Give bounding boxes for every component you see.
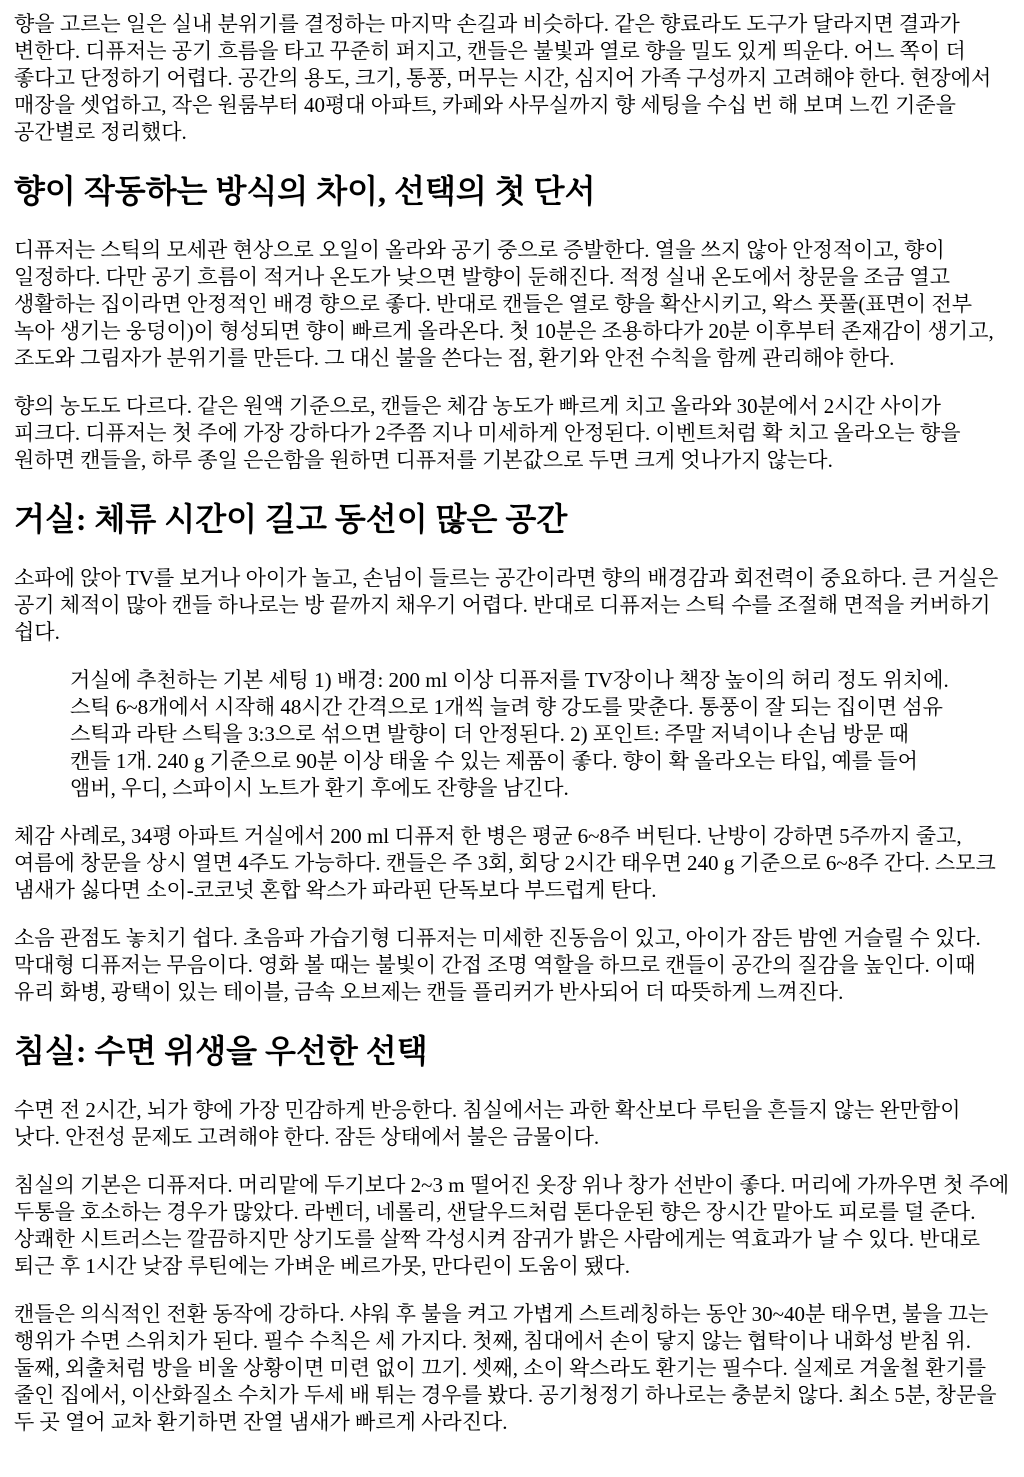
intro-paragraph: 향을 고르는 일은 실내 분위기를 결정하는 마지막 손길과 비슷하다. 같은 향료라도 도구가 달라지면 결과가 변한다. 디퓨저는 공기 흐름을 타고 꾸준히 퍼지고, 캔들은 불빛과 열로 향을 밀도 있게 띄운다. 어느 쪽이 더 좋다고 단정하기 어렵다. 공간의 용도, 크기, 통풍, 머무는 시간, 심지어 가족 구성까지 고려해야 한다. 현장에서 매장을 셋업하고, 작은 원룸부터 40평대 아파트, 카페와 사무실까지 향 세팅을 수십 번 해 보며 느낀 기준을 공간별로 정리했다. [14, 12, 992, 144]
paragraph-bedroom-diffuser: 침실의 기본은 디퓨저다. 머리맡에 두기보다 2~3 m 떨어진 옷장 위나 창가 선반이 좋다. 머리에 가까우면 첫 주에 두통을 호소하는 경우가 많았다. 라벤더, 네롤리, 샌달우드처럼 톤다운된 향은 장시간 맡아도 피로를 덜 준다. 상쾌한 시트러스는 깔끔하지만 상기도를 살짝 각성시켜 잠귀가 밝은 사람에게는 역효과가 날 수 있다. 반대로 퇴근 후 1시간 낮잠 루틴에는 가벼운 베르가못, 만다린이 도움이 됐다. [14, 1173, 1010, 1278]
paragraph-diffuser-vs-candle-mechanism: 디퓨저는 스틱의 모세관 현상으로 오일이 올라와 공기 중으로 증발한다. 열을 쓰지 않아 안정적이고, 향이 일정하다. 다만 공기 흐름이 적거나 온도가 낮으면 발향이 둔해진다. 적정 실내 온도에서 창문을 조금 열고 생활하는 집이라면 안정적인 배경 향으로 좋다. 반대로 캔들은 열로 향을 확산시키고, 왁스 풋풀(표면이 전부 녹아 생기는 웅덩이)이 형성되면 향이 빠르게 올라온다. 첫 10분은 조용하다가 20분 이후부터 존재감이 생기고, 조도와 그림자가 분위기를 만든다. 그 대신 불을 쓴다는 점, 환기와 안전 수칙을 함께 관리해야 한다. [14, 238, 994, 370]
paragraph-living-room-overview: 소파에 앉아 TV를 보거나 아이가 놀고, 손님이 들르는 공간이라면 향의 배경감과 회전력이 중요하다. 큰 거실은 공기 체적이 많아 캔들 하나로는 방 끝까지 채우기 어렵다. 반대로 디퓨저는 스틱 수를 조절해 면적을 커버하기 쉽다. [14, 566, 999, 644]
paragraph-scent-intensity: 향의 농도도 다르다. 같은 원액 기준으로, 캔들은 체감 농도가 빠르게 치고 올라와 30분에서 2시간 사이가 피크다. 디퓨저는 첫 주에 가장 강하다가 2주쯤 지나 미세하게 안정된다. 이벤트처럼 확 치고 올라오는 향을 원하면 캔들을, 하루 종일 은은함을 원하면 디퓨저를 기본값으로 두면 크게 엇나가지 않는다. [14, 394, 961, 472]
heading-bedroom: 침실: 수면 위생을 우선한 선택 [14, 1033, 428, 1069]
blockquote-living-room-setup [70, 667, 954, 802]
blockquote-living-room-setup-text: 거실에 추천하는 기본 세팅 1) 배경: 200 ml 이상 디퓨저를 TV장이나 책장 높이의 허리 정도 위치에. 스틱 6~8개에서 시작해 48시간 간격으로 1개씩 늘려 향 강도를 맞춘다. 통풍이 잘 되는 집이면 섬유 스틱과 라탄 스틱을 3:3으로 섞으면 발향이 더 안정된다. 2) 포인트: 주말 저녁이나 손님 방문 때 캔들 1개. 240 g 기준으로 90분 이상 태울 수 있는 제품이 좋다. 향이 확 올라오는 타입, 예를 들어 앰버, 우디, 스파이시 노트가 환기 후에도 잔향을 남긴다. [70, 668, 949, 800]
paragraph-living-room-duration: 체감 사례로, 34평 아파트 거실에서 200 ml 디퓨저 한 병은 평균 6~8주 버틴다. 난방이 강하면 5주까지 줄고, 여름에 창문을 상시 열면 4주도 가능하다. 캔들은 주 3회, 회당 2시간 태우면 240 g 기준으로 6~8주 간다. 스모크 냄새가 싫다면 소이-코코넛 혼합 왁스가 파라핀 단독보다 부드럽게 탄다. [14, 824, 996, 902]
heading-living-room: 거실: 체류 시간이 길고 동선이 많은 공간 [14, 501, 568, 537]
paragraph-bedroom-candle-rules: 캔들은 의식적인 전환 동작에 강하다. 샤워 후 불을 켜고 가볍게 스트레칭하는 동안 30~40분 태우면, 불을 끄는 행위가 수면 스위치가 된다. 필수 수칙은 세 가지다. 첫째, 침대에서 손이 닿지 않는 협탁이나 내화성 받침 위. 둘째, 외출처럼 방을 비울 상황이면 미련 없이 끄기. 셋째, 소이 왁스라도 환기는 필수다. 실제로 겨울철 환기를 줄인 집에서, 이산화질소 수치가 두세 배 튀는 경우를 봤다. 공기청정기 하나로는 충분치 않다. 최소 5분, 창문을 두 곳 열어 교차 환기하면 잔열 냄새가 빠르게 사라진다. [14, 1302, 997, 1434]
paragraph-bedroom-sleep-hygiene: 수면 전 2시간, 뇌가 향에 가장 민감하게 반응한다. 침실에서는 과한 확산보다 루틴을 흔들지 않는 완만함이 낫다. 안전성 문제도 고려해야 한다. 잠든 상태에서 불은 금물이다. [14, 1098, 961, 1149]
paragraph-noise-and-light: 소음 관점도 놓치기 쉽다. 초음파 가습기형 디퓨저는 미세한 진동음이 있고, 아이가 잠든 밤엔 거슬릴 수 있다. 막대형 디퓨저는 무음이다. 영화 볼 때는 불빛이 간접 조명 역할을 하므로 캔들이 공간의 질감을 높인다. 이때 유리 화병, 광택이 있는 테이블, 금속 오브제는 캔들 플리커가 반사되어 더 따뜻하게 느껴진다. [14, 926, 981, 1004]
heading-scent-mechanism: 향이 작동하는 방식의 차이, 선택의 첫 단서 [14, 173, 596, 209]
